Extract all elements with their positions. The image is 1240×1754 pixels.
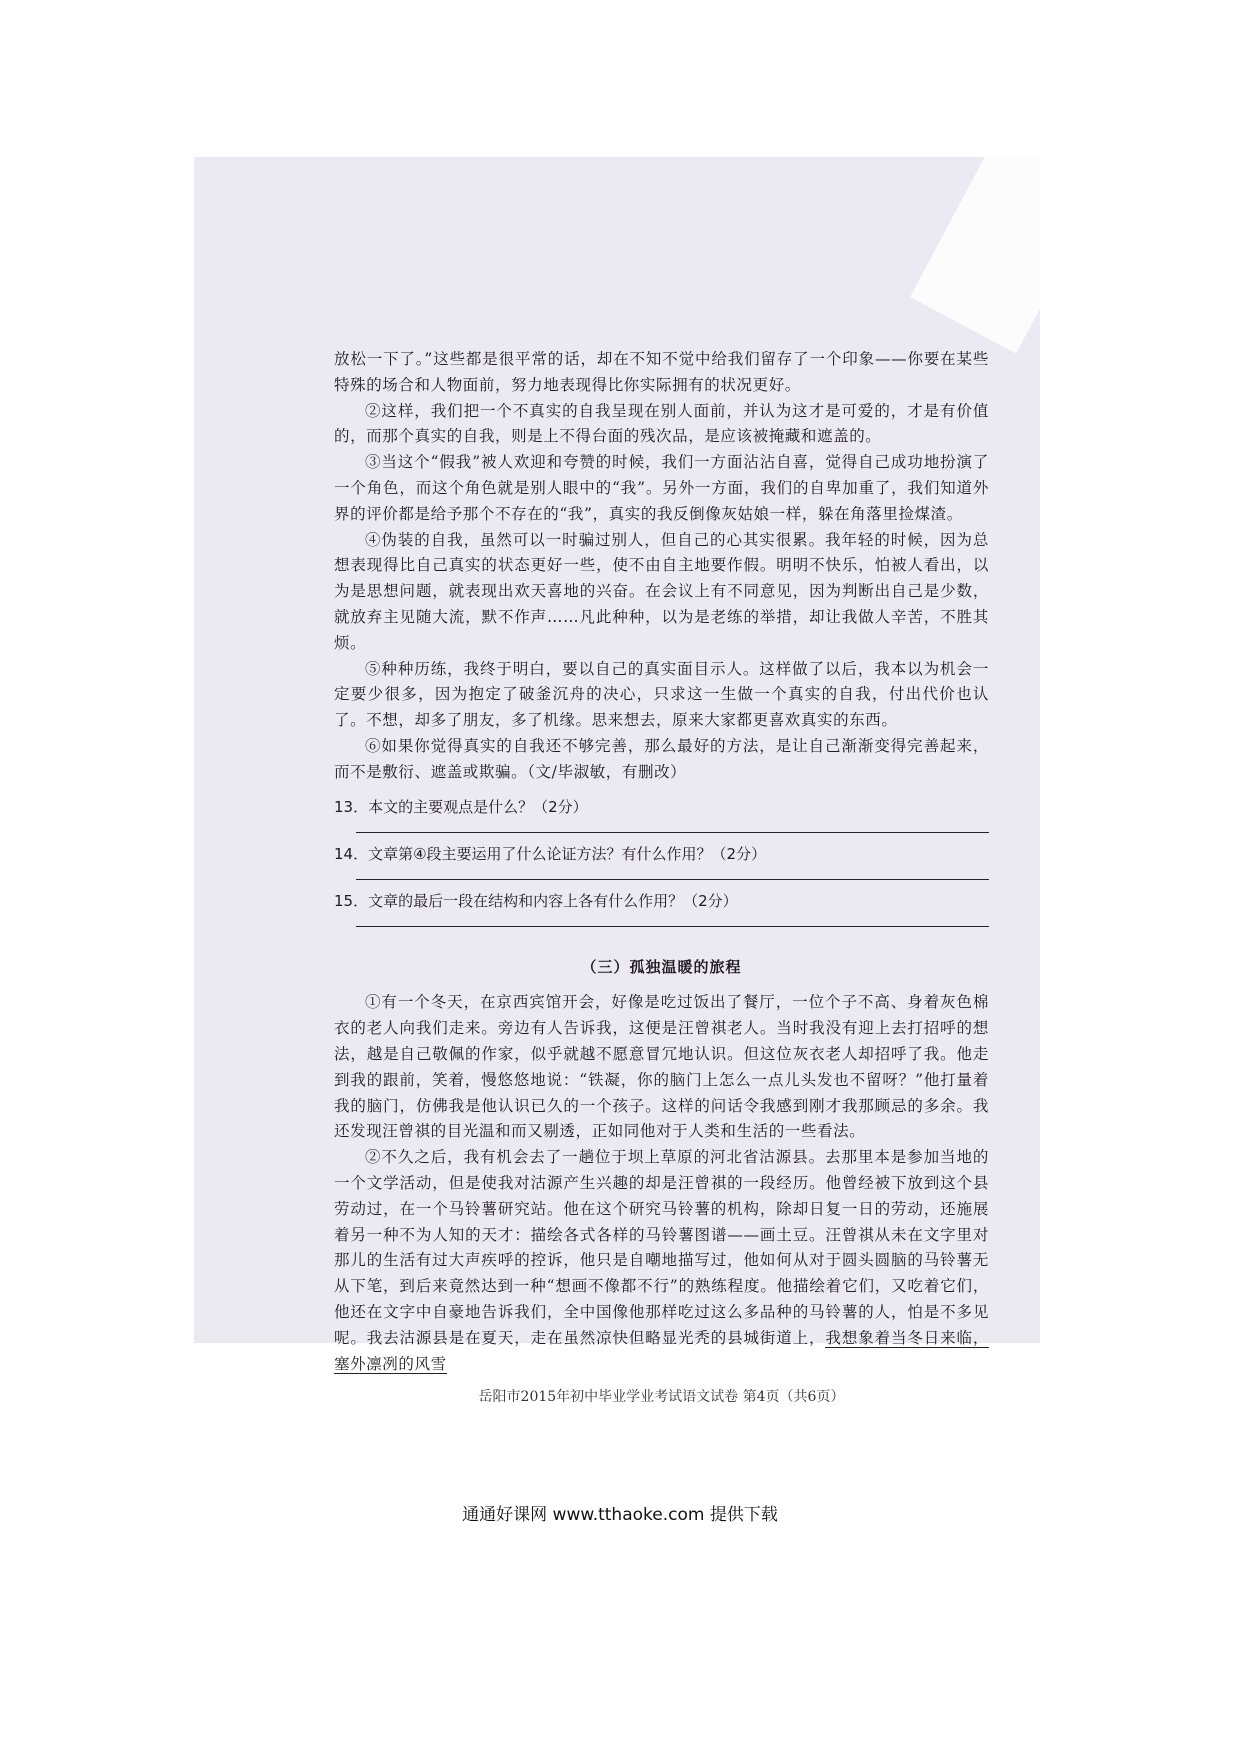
- paragraph: ①有一个冬天，在京西宾馆开会，好像是吃过饭出了餐厅，一位个子不高、身着灰色棉衣的老人向我们走来。旁边有人告诉我，这便是汪曾祺老人。当时我没有迎上去打招呼的想法，越是自己敬佩的作家，似乎就越不愿意冒冗地认识。但这位灰衣老人却招呼了我。他走到我的跟前，笑着，慢悠悠地说：“铁凝，你的脑门上怎么一点儿头发也不留呀？”他打量着我的脑门，仿佛我是他认识已久的一个孩子。这样的问话令我感到刚才我那顾忌的多余。我还发现汪曾祺的目光温和而又剔透，正如同他对于人类和生活的一些看法。: [334, 993, 989, 1141]
- underlined-sentence: 我想象着当冬日来临，塞外凛冽的风雪: [334, 1328, 989, 1373]
- paragraph: ⑤种种历练，我终于明白，要以自己的真实面目示人。这样做了以后，我本以为机会一定要少很多，因为抱定了破釜沉舟的决心，只求这一生做一个真实的自我，付出代价也认了。不想，却多了朋友，多了机缘。思来想去，原来大家都更喜欢真实的东西。: [334, 659, 989, 730]
- download-credit: 通通好课网 www.tthaoke.com 提供下载: [462, 1505, 778, 1525]
- answer-line: [356, 832, 989, 833]
- paragraph: [334, 1145, 989, 1377]
- question-15: 15．文章的最后一段在结构和内容上各有什么作用？（2分）: [334, 891, 738, 910]
- scanned-exam-page: [194, 157, 1040, 1406]
- question-14: 14．文章第④段主要运用了什么论证方法？有什么作用？（2分）: [334, 844, 767, 863]
- answer-line: [356, 926, 989, 927]
- paragraph: ②这样，我们把一个不真实的自我呈现在别人面前，并认为这才是可爱的，才是有价值的，而那个真实的自我，则是上不得台面的残次品，是应该被掩藏和遮盖的。: [334, 401, 989, 446]
- paragraph: ④伪装的自我，虽然可以一时骗过别人，但自己的心其实很累。我年轻的时候，因为总想表现得比自己真实的状态更好一些，使不由自主地要作假。明明不快乐，怕被人看出，以为是思想问题，就表现出欢天喜地的兴奋。在会议上有不同意见，因为判断出自己是少数，就放弃主见随大流，默不作声……凡此种种，以为是老练的举措，却让我做人辛苦，不胜其烦。: [334, 530, 989, 652]
- paragraph: ③当这个“假我”被人欢迎和夸赞的时候，我们一方面沾沾自喜，觉得自己成功地扮演了一个角色，而这个角色就是别人眼中的“我”。另外一方面，我们的自卑加重了，我们知道外界的评价都是给予那个不存在的“我”，真实的我反倒像灰姑娘一样，躲在角落里捡煤渣。: [334, 453, 989, 523]
- page-footer: 岳阳市2015年初中毕业学业考试语文试卷 第4页（共6页）: [478, 1389, 845, 1406]
- paragraph: ⑥如果你觉得真实的自我还不够完善，那么最好的方法，是让自己渐渐变得完善起来，而不是敷衍、遮盖或欺骗。（文/毕淑敏，有删改）: [334, 736, 989, 781]
- exam-content: [334, 347, 989, 1411]
- question-13: 13．本文的主要观点是什么？（2分）: [334, 797, 588, 816]
- paragraph-text: ②不久之后，我有机会去了一趟位于坝上草原的河北省沽源县。去那里本是参加当地的一个文学活动，但是使我对沽源产生兴趣的却是汪曾祺的一段经历。他曾经被下放到这个县劳动过，在一个马铃薯研究站。他在这个研究马铃薯的机构，除却日复一日的劳动，还施展着另一种不为人知的天才：描绘各式各样的马铃薯图谱——画土豆。汪曾祺从未在文字里对那儿的生活有过大声疾呼的控诉，他只是自嘲地描写过，他如何从对于圆头圆脑的马铃薯无从下笔，到后来竟然达到一种“想画不像都不行”的熟练程度。他描绘着它们，又吃着它们，他还在文字中自豪地告诉我们，全中国像他那样吃过这么多品种的马铃薯的人，怕是不多见呢。我去沽源县是在夏天，走在虽然凉快但略显光秃的县城街道上，: [334, 1148, 989, 1347]
- paragraph: 放松一下了。”这些都是很平常的话，却在不知不觉中给我们留存了一个印象——你要在某些特殊的场合和人物面前，努力地表现得比你实际拥有的状况更好。: [334, 350, 989, 394]
- answer-line: [356, 879, 989, 880]
- section-title: （三）孤独温暖的旅程: [581, 957, 742, 976]
